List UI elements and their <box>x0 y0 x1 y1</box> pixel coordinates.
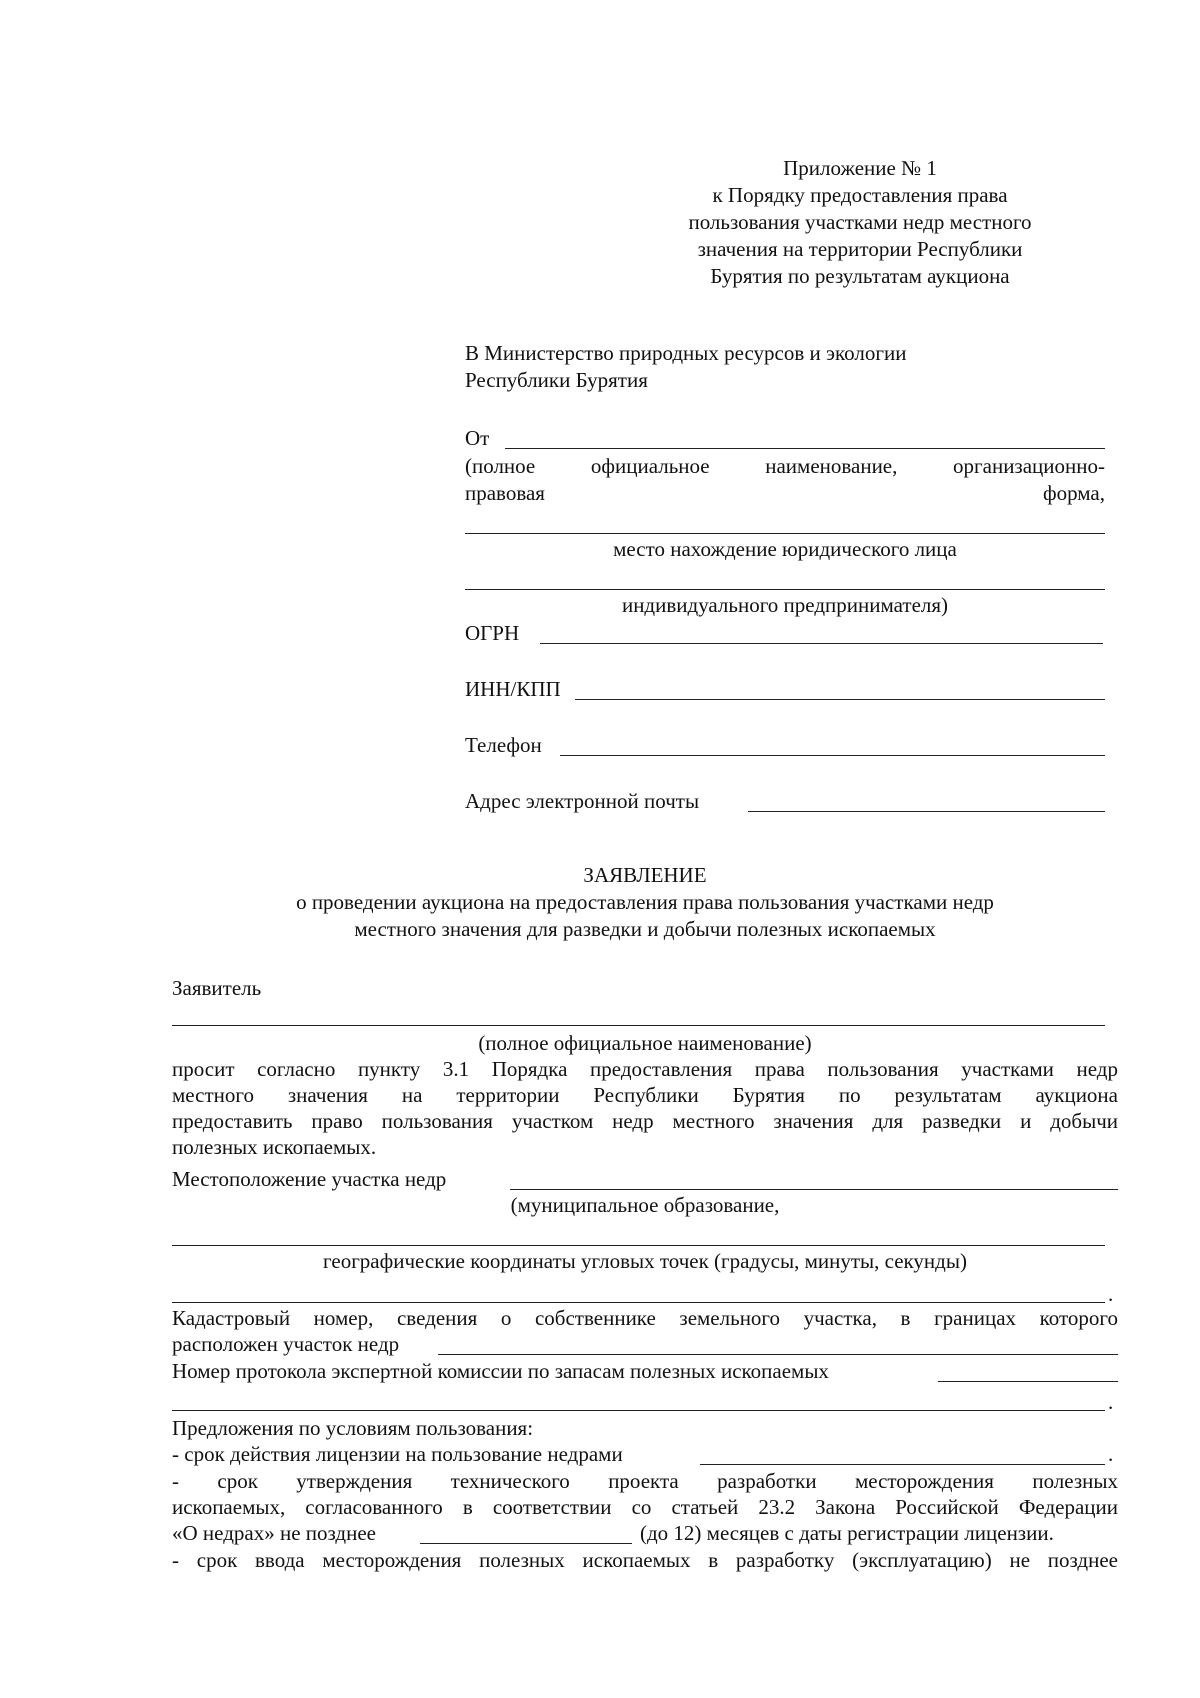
document-subtitle-1: о проведении аукциона на предоставления права пользования участками недр <box>296 890 994 914</box>
license-term-field-line[interactable] <box>700 1464 1105 1465</box>
appendix-line: к Порядку предоставления права <box>712 183 1008 207</box>
commission-paragraph <box>172 1547 1118 1573</box>
proposals-label: Предложения по условиям пользования: <box>172 1416 534 1440</box>
entrepreneur-hint: индивидуального предпринимателя) <box>621 593 949 617</box>
period-mark: . <box>1108 1390 1114 1414</box>
protocol-label: Номер протокола экспертной комиссии по запасам полезных ископаемых <box>172 1359 829 1383</box>
location-field-line-3[interactable] <box>172 1302 1105 1303</box>
email-field-line[interactable] <box>748 811 1105 812</box>
location-field-line[interactable] <box>465 589 1105 590</box>
cadastral-field-line[interactable] <box>438 1354 1118 1355</box>
from-field-line[interactable] <box>505 448 1105 449</box>
location-label: Местоположение участка недр <box>172 1167 447 1191</box>
appendix-line: значения на территории Республики <box>697 237 1023 261</box>
appendix-line: Приложение № 1 <box>783 156 937 180</box>
request-paragraph <box>172 1056 1118 1160</box>
project-line-1: - срок утверждения технического проекта разработки месторождения полезных <box>172 1469 1118 1493</box>
request-line: местного значения на территории Республики Бурятия по результатам аукциона <box>172 1083 1118 1107</box>
location-hint: место нахождение юридического лица <box>613 537 957 561</box>
request-line: просит согласно пункту 3.1 Порядка предоставления права пользования участками недр <box>172 1057 1118 1081</box>
from-hint-line-2-left: правовая <box>465 481 545 505</box>
protocol-field-line-1[interactable] <box>938 1381 1118 1382</box>
location-field-line-2[interactable] <box>172 1245 1105 1246</box>
location-hint-2: географические координаты угловых точек (градусы, минуты, секунды) <box>323 1249 967 1273</box>
period-mark: . <box>1108 1442 1114 1466</box>
license-term-label: - срок действия лицензии на пользование недрами <box>172 1442 623 1466</box>
appendix-header <box>640 155 1080 290</box>
project-line-2: ископаемых, согласованного в соответствии со статьей 23.2 Закона Российской Федерации <box>172 1495 1118 1519</box>
request-line: предоставить право пользования участком недр местного значения для разведки и добычи <box>172 1109 1118 1133</box>
project-line-3-a: «О недрах» не позднее <box>172 1521 376 1545</box>
email-label: Адрес электронной почты <box>465 789 700 813</box>
addressee-line-2: Республики Бурятия <box>465 368 648 392</box>
appendix-line: Бурятия по результатам аукциона <box>710 264 1010 288</box>
ogrn-label: ОГРН <box>465 621 520 645</box>
request-line: полезных ископаемых. <box>172 1135 377 1159</box>
cadastral-line-2: расположен участок недр <box>172 1332 400 1356</box>
applicant-field-line[interactable] <box>172 1025 1105 1026</box>
from-hint-line-1: (полное официальное наименование, организационно- <box>465 454 1105 478</box>
project-line-3-b: (до 12) месяцев с даты регистрации лицензии. <box>640 1521 1054 1545</box>
commission-line: - срок ввода месторождения полезных ископаемых в разработку (эксплуатацию) не позднее <box>172 1548 1118 1572</box>
cadastral-line-1: Кадастровый номер, сведения о собственнике земельного участка, в границах которого <box>172 1306 1118 1330</box>
location-field-line-1[interactable] <box>510 1189 1118 1190</box>
protocol-field-line-2[interactable] <box>172 1410 1105 1411</box>
phone-field-line[interactable] <box>560 755 1105 756</box>
project-term-field-line[interactable] <box>420 1543 632 1544</box>
project-paragraph <box>172 1468 1118 1520</box>
addressee-line-1: В Министерство природных ресурсов и экологии <box>465 341 907 365</box>
inn-label: ИНН/КПП <box>465 677 561 701</box>
inn-field-line[interactable] <box>575 699 1105 700</box>
document-title: ЗАЯВЛЕНИЕ <box>583 863 707 887</box>
phone-label: Телефон <box>465 733 542 757</box>
document-subtitle-2: местного значения для разведки и добычи полезных ископаемых <box>354 917 936 941</box>
period-mark: . <box>1108 1282 1114 1306</box>
org-form-field-line[interactable] <box>465 533 1105 534</box>
applicant-hint: (полное официальное наименование) <box>478 1031 812 1055</box>
location-hint-1: (муниципальное образование, <box>510 1193 780 1217</box>
applicant-label: Заявитель <box>172 976 262 1000</box>
appendix-line: пользования участками недр местного <box>688 210 1032 234</box>
from-label: От <box>465 426 490 450</box>
ogrn-field-line[interactable] <box>540 643 1103 644</box>
cadastral-paragraph <box>172 1305 1118 1331</box>
from-hint-line-2-right: форма, <box>1042 481 1105 505</box>
